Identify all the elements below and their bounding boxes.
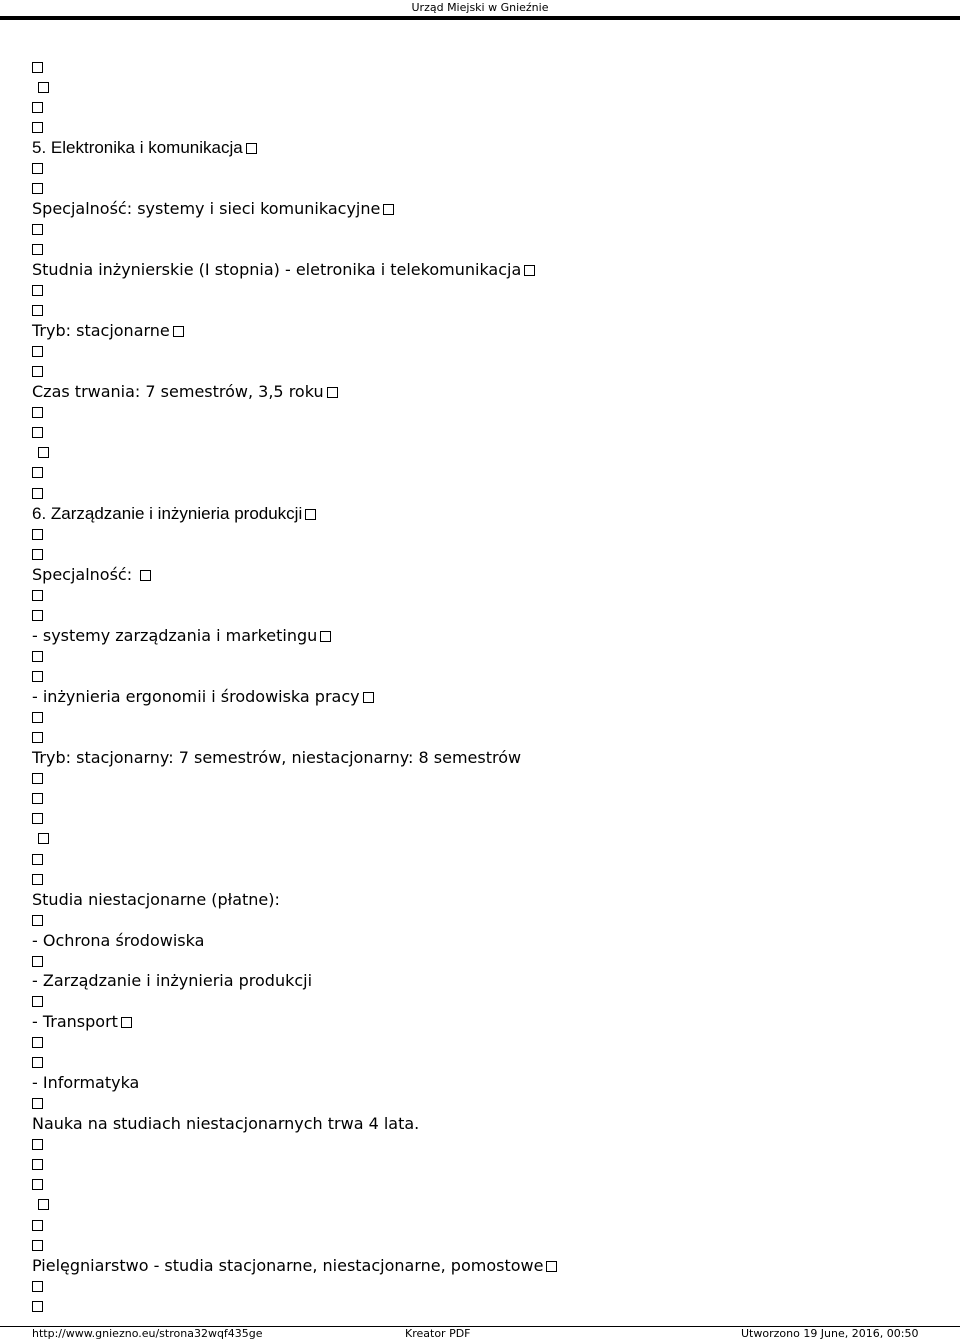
placeholder-glyph-line (32, 300, 43, 320)
text-line (32, 1114, 419, 1134)
program-item-text: - Transport (32, 1012, 118, 1031)
missing-glyph-icon (32, 1139, 43, 1150)
placeholder-glyph-line (32, 117, 43, 137)
placeholder-glyph-line (32, 462, 43, 482)
missing-glyph-icon (32, 1098, 43, 1109)
missing-glyph-icon (32, 488, 43, 499)
missing-glyph-icon (32, 366, 43, 377)
placeholder-glyph-line (32, 524, 43, 544)
missing-glyph-icon (32, 427, 43, 438)
missing-glyph-icon (32, 1240, 43, 1251)
missing-glyph-icon (32, 1159, 43, 1170)
missing-glyph-icon (32, 996, 43, 1007)
missing-glyph-icon (383, 204, 394, 215)
missing-glyph-icon (246, 143, 257, 154)
placeholder-glyph-line (32, 991, 43, 1011)
missing-glyph-icon (546, 1261, 557, 1272)
missing-glyph-icon (32, 305, 43, 316)
missing-glyph-icon (32, 773, 43, 784)
header-rule (0, 16, 960, 20)
missing-glyph-icon (524, 265, 535, 276)
placeholder-glyph-line (32, 1194, 49, 1214)
placeholder-glyph-line (32, 483, 43, 503)
missing-glyph-icon (32, 915, 43, 926)
missing-glyph-icon (32, 732, 43, 743)
missing-glyph-icon (327, 387, 338, 398)
placeholder-glyph-line (32, 544, 43, 564)
placeholder-glyph-line (32, 646, 43, 666)
placeholder-glyph-line (32, 666, 43, 686)
nursing-program-text: Pielęgniarstwo - studia stacjonarne, niestacjonarne, pomostowe (32, 1256, 544, 1275)
mode-text: Tryb: stacjonarny: 7 semestrów, niestacjonarny: 8 semestrów (32, 748, 522, 767)
page-header: Urząd Miejski w Gnieźnie (411, 1, 549, 14)
program-item-text: - Ochrona środowiska (32, 931, 205, 950)
placeholder-glyph-line (32, 361, 43, 381)
placeholder-glyph-line (32, 1154, 43, 1174)
missing-glyph-icon (32, 793, 43, 804)
placeholder-glyph-line (32, 77, 49, 97)
missing-glyph-icon (32, 244, 43, 255)
missing-glyph-icon (121, 1017, 132, 1028)
placeholder-glyph-line (32, 341, 43, 361)
placeholder-glyph-line (32, 808, 43, 828)
text-line (32, 382, 338, 402)
placeholder-glyph-line (32, 869, 43, 889)
placeholder-glyph-line (32, 158, 43, 178)
placeholder-glyph-line (32, 97, 43, 117)
section-heading-text: 5. Elektronika i komunikacja (32, 138, 243, 157)
missing-glyph-icon (363, 692, 374, 703)
missing-glyph-icon (32, 407, 43, 418)
placeholder-glyph-line (32, 727, 43, 747)
placeholder-glyph-line (32, 1215, 43, 1235)
placeholder-glyph-line (32, 910, 43, 930)
placeholder-glyph-line (32, 828, 49, 848)
placeholder-glyph-line (32, 788, 43, 808)
missing-glyph-icon (32, 671, 43, 682)
placeholder-glyph-line (32, 585, 43, 605)
text-line (32, 260, 535, 280)
footer-url: http://www.gniezno.eu/strona32wqf435ge (32, 1327, 263, 1340)
missing-glyph-icon (32, 1179, 43, 1190)
program-item-text: - Informatyka (32, 1073, 140, 1092)
missing-glyph-icon (32, 1220, 43, 1231)
missing-glyph-icon (32, 1281, 43, 1292)
placeholder-glyph-line (32, 219, 43, 239)
placeholder-glyph-line (32, 1276, 43, 1296)
section-heading-electronics (32, 138, 257, 158)
text-line (32, 1073, 139, 1093)
missing-glyph-icon (140, 570, 151, 581)
text-line (32, 565, 151, 585)
study-type-text: Studnia inżynierskie (I stopnia) - eletronika i telekomunikacja (32, 260, 522, 279)
missing-glyph-icon (32, 549, 43, 560)
missing-glyph-icon (32, 183, 43, 194)
missing-glyph-icon (32, 62, 43, 73)
duration-note-text: Nauka na studiach niestacjonarnych trwa 4 lata. (32, 1114, 420, 1133)
text-line (32, 626, 331, 646)
specialty-text: Specjalność: (32, 565, 138, 584)
missing-glyph-icon (305, 509, 316, 520)
placeholder-glyph-line (32, 768, 43, 788)
placeholder-glyph-line (32, 1032, 43, 1052)
missing-glyph-icon (32, 1057, 43, 1068)
placeholder-glyph-line (32, 178, 43, 198)
placeholder-glyph-line (32, 951, 43, 971)
placeholder-glyph-line (32, 1093, 43, 1113)
missing-glyph-icon (173, 326, 184, 337)
missing-glyph-icon (32, 163, 43, 174)
missing-glyph-icon (32, 956, 43, 967)
footer-creator: Kreator PDF (405, 1327, 471, 1340)
missing-glyph-icon (32, 102, 43, 113)
placeholder-glyph-line (32, 1052, 43, 1072)
missing-glyph-icon (32, 874, 43, 885)
duration-text: Czas trwania: 7 semestrów, 3,5 roku (32, 382, 324, 401)
placeholder-glyph-line (32, 402, 43, 422)
missing-glyph-icon (32, 813, 43, 824)
missing-glyph-icon (32, 854, 43, 865)
missing-glyph-icon (32, 1301, 43, 1312)
section-heading-part-time (32, 890, 280, 910)
missing-glyph-icon (320, 631, 331, 642)
text-line (32, 748, 521, 768)
missing-glyph-icon (32, 285, 43, 296)
missing-glyph-icon (32, 467, 43, 478)
placeholder-glyph-line (32, 707, 43, 727)
specialty-text: Specjalność: systemy i sieci komunikacyjne (32, 199, 381, 218)
text-line (32, 687, 374, 707)
text-line (32, 199, 394, 219)
placeholder-glyph-line (32, 605, 43, 625)
placeholder-glyph-line (32, 1134, 43, 1154)
missing-glyph-icon (32, 529, 43, 540)
missing-glyph-icon (38, 833, 49, 844)
specialty-item-text: - inżynieria ergonomii i środowiska pracy (32, 687, 360, 706)
text-line (32, 1012, 132, 1032)
placeholder-glyph-line (32, 422, 43, 442)
missing-glyph-icon (32, 122, 43, 133)
placeholder-glyph-line (32, 57, 43, 77)
text-line (32, 931, 204, 951)
missing-glyph-icon (38, 447, 49, 458)
missing-glyph-icon (32, 610, 43, 621)
placeholder-glyph-line (32, 849, 43, 869)
footer-created-date: Utworzono 19 June, 2016, 00:50 (741, 1327, 919, 1340)
section-heading-management (32, 504, 316, 524)
missing-glyph-icon (32, 1037, 43, 1048)
placeholder-glyph-line (32, 1235, 43, 1255)
missing-glyph-icon (32, 224, 43, 235)
program-item-text: - Zarządzanie i inżynieria produkcji (32, 971, 313, 990)
missing-glyph-icon (38, 1199, 49, 1210)
section-heading-text: 6. Zarządzanie i inżynieria produkcji (32, 504, 303, 523)
missing-glyph-icon (32, 346, 43, 357)
missing-glyph-icon (38, 82, 49, 93)
text-line (32, 1256, 557, 1276)
mode-text: Tryb: stacjonarne (32, 321, 170, 340)
missing-glyph-icon (32, 590, 43, 601)
placeholder-glyph-line (32, 442, 49, 462)
placeholder-glyph-line (32, 1174, 43, 1194)
placeholder-glyph-line (32, 239, 43, 259)
section-heading-text: Studia niestacjonarne (płatne): (32, 890, 280, 909)
text-line (32, 321, 184, 341)
placeholder-glyph-line (32, 280, 43, 300)
text-line (32, 971, 312, 991)
placeholder-glyph-line (32, 1296, 43, 1316)
specialty-item-text: - systemy zarządzania i marketingu (32, 626, 318, 645)
missing-glyph-icon (32, 651, 43, 662)
missing-glyph-icon (32, 712, 43, 723)
